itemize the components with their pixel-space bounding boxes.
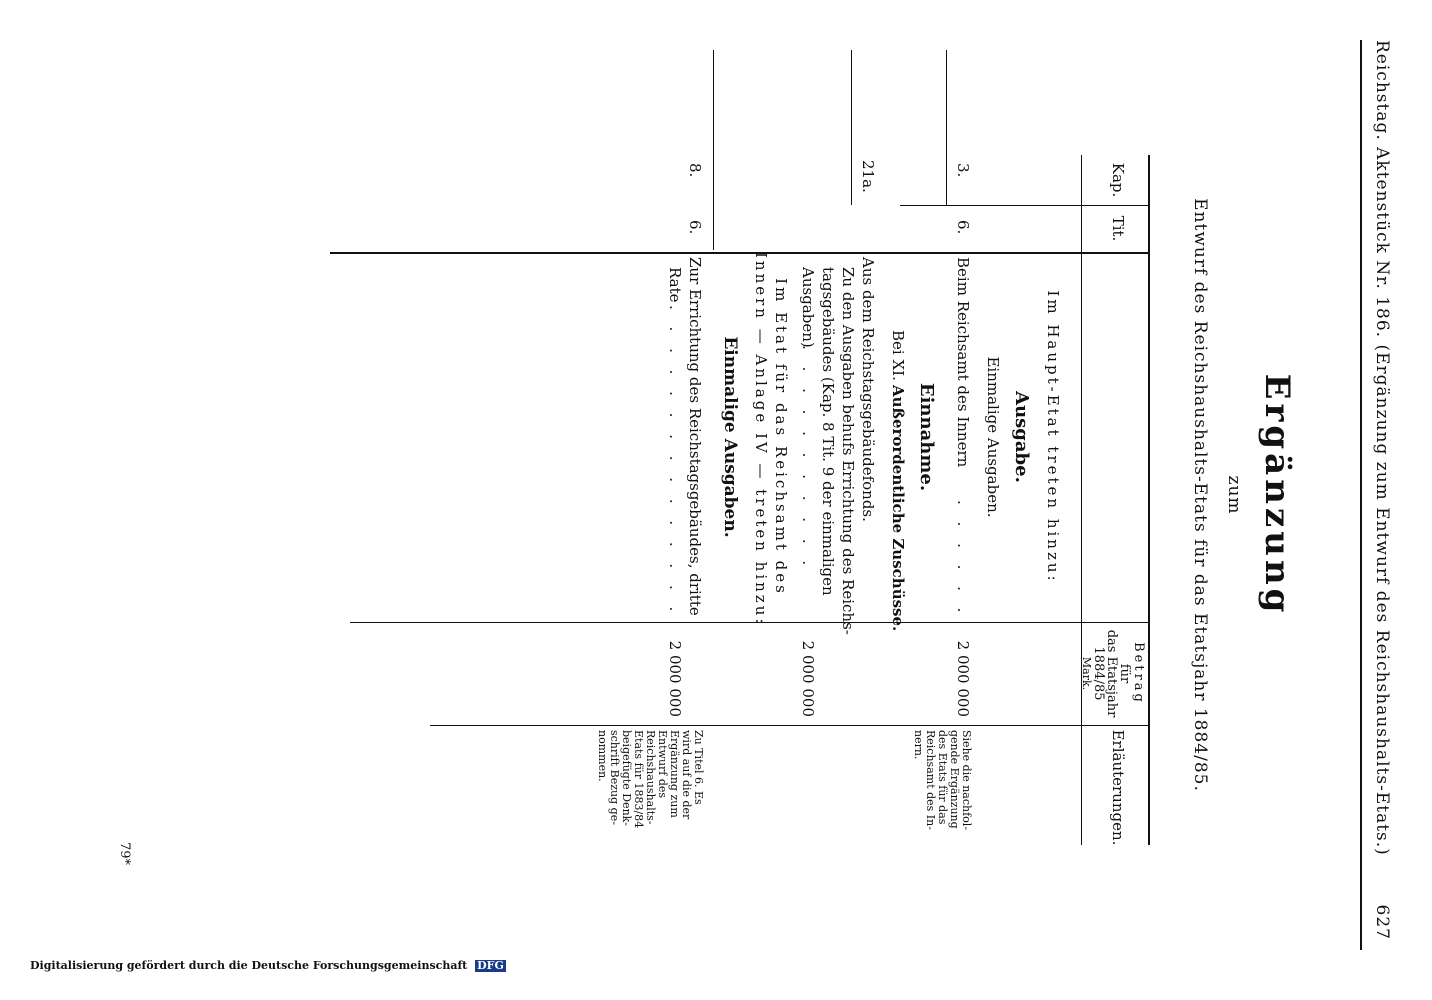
row2-dots: . . . . . . . . . . . bbox=[799, 345, 817, 572]
row3-note-6: Etats für 1883/84 bbox=[632, 730, 645, 829]
etat-line-2: Innern — Anlage IV — treten hinzu: bbox=[752, 252, 770, 627]
row3-note-1: Zu Titel 6. Es bbox=[692, 730, 705, 805]
digitization-note: Digitalisierung gefördert durch die Deutsche Forschungsgemeinschaft bbox=[30, 959, 468, 972]
row3-note-5: Reichshaushalts- bbox=[644, 730, 657, 825]
row1-text: Beim Reichsamt des Innern bbox=[954, 257, 972, 468]
col-divider-betrag bbox=[350, 622, 1150, 623]
header-tit: Tit. bbox=[1109, 215, 1127, 242]
page-number: 627 bbox=[1372, 904, 1392, 940]
intro-line: Im Haupt-Etat treten hinzu: bbox=[1044, 290, 1062, 584]
row3-note-7: beigefügte Denk- bbox=[620, 730, 633, 826]
running-header: Reichstag. Aktenstück Nr. 186. (Ergänzung zum Entwurf des Reichshaushalts-Etats.) bbox=[1372, 40, 1392, 856]
header-betrag: Betrag bbox=[1131, 642, 1146, 705]
row1-amount: 2 000 000 bbox=[954, 640, 972, 717]
document-title: Ergänzung bbox=[1257, 373, 1297, 617]
row3-note-8: schrift Bezug ge- bbox=[608, 730, 621, 825]
row1-note-5: nern. bbox=[912, 730, 925, 760]
section-einnahme: Einnahme. bbox=[916, 382, 937, 492]
signature-mark: 79* bbox=[117, 842, 132, 866]
row3-left-rule bbox=[713, 50, 714, 250]
dfg-logo: DFG bbox=[477, 959, 504, 972]
col-divider-erl bbox=[430, 725, 1150, 726]
etat-line-1: Im Etat für das Reichsamt des bbox=[772, 278, 790, 596]
row2-kap: 21a. bbox=[859, 160, 877, 193]
row1-kap: 3. bbox=[954, 163, 972, 178]
row1-note-2: gende Ergänzung bbox=[948, 730, 961, 829]
row2-line4: Ausgaben) bbox=[799, 267, 817, 348]
row3-tit: 6. bbox=[686, 220, 704, 235]
row1-left-rule bbox=[946, 50, 947, 205]
section-ausgabe: Ausgabe. bbox=[1011, 391, 1032, 483]
row3-amount: 2 000 000 bbox=[666, 640, 684, 717]
row3-note-3: Ergänzung zum bbox=[668, 730, 681, 818]
row3-note-4: Entwurf des bbox=[656, 730, 669, 799]
header-betrag-fuer: für bbox=[1117, 663, 1132, 684]
section-einmalige-ausgaben: Einmalige Ausgaben. bbox=[984, 356, 1002, 518]
header-betrag-unit: Mark. bbox=[1080, 656, 1093, 691]
header-betrag-etatsjahr: das Etatsjahr bbox=[1104, 629, 1119, 718]
row3-dots: . . . . . . . . . . . . . . . bbox=[666, 305, 684, 618]
document-subtitle: Entwurf des Reichshaushalts-Etats für das Etatsjahr 1884/85. bbox=[1190, 198, 1210, 792]
section-xi-prefix: Bei XI. bbox=[889, 330, 907, 381]
row2-amount: 2 000 000 bbox=[799, 640, 817, 717]
table-top-rule bbox=[1148, 155, 1150, 845]
row3-note-2: wird auf die der bbox=[680, 730, 693, 820]
row3-kap: 8. bbox=[686, 163, 704, 178]
row3-note-9: nommen. bbox=[596, 730, 609, 782]
row1-tit: 6. bbox=[954, 220, 972, 235]
table-header-rule bbox=[1081, 155, 1082, 845]
header-kap: Kap. bbox=[1109, 162, 1127, 198]
section-xi: Außerordentliche Zuschüsse. bbox=[889, 385, 907, 632]
row1-dots: . . . . . . bbox=[954, 500, 972, 619]
row2-line3: tagsgebäudes (Kap. 8 Tit. 9 der einmaligen bbox=[819, 267, 837, 596]
row2-line2: Zu den Ausgaben behufs Errichtung des Reichs- bbox=[839, 267, 857, 635]
row3-line2: Rate bbox=[666, 267, 684, 303]
digitization-note-group bbox=[30, 960, 506, 972]
header-rule bbox=[1360, 40, 1362, 950]
header-erlaeuterungen: Erläuterungen. bbox=[1109, 729, 1127, 846]
header-betrag-year: 1884/85 bbox=[1091, 646, 1106, 701]
row1-note-3: des Etats für das bbox=[936, 730, 949, 825]
row2-line1: Aus dem Reichstagsgebäudefonds. bbox=[859, 257, 877, 522]
row2-left-rule bbox=[851, 50, 852, 205]
subtitle-zum: zum bbox=[1224, 475, 1244, 515]
row3-line1: Zur Errichtung des Reichstagsgebäudes, dritte bbox=[686, 257, 704, 616]
row1-note-1: Siehe die nachfol- bbox=[960, 730, 973, 831]
section-einmalige-ausgaben-2: Einmalige Ausgaben. bbox=[720, 336, 740, 538]
row1-note-4: Reichsamt des In- bbox=[924, 730, 937, 830]
